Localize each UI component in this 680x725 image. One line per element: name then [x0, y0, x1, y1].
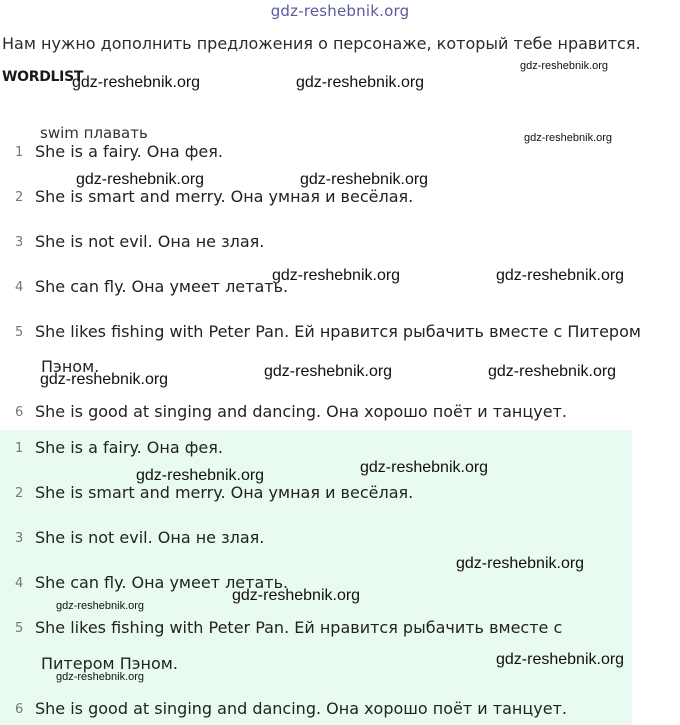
watermark: gdz-reshebnik.org [56, 671, 145, 683]
list-item-text-continued: Пэном. [41, 357, 100, 376]
watermark: gdz-reshebnik.org [76, 171, 205, 188]
list-item-text: She can fly. Она умеет летать. [35, 573, 289, 592]
list-item-text: She likes fishing with Peter Pan. Ей нравится рыбачить вместе с Питером [35, 322, 641, 341]
wordlist-clipped-row: swim плавать [40, 124, 148, 142]
watermark: gdz-reshebnik.org [232, 587, 361, 604]
watermark: gdz-reshebnik.org [56, 600, 145, 612]
list-item-number: 1 [15, 145, 24, 160]
watermark: gdz-reshebnik.org [272, 267, 401, 284]
watermark: gdz-reshebnik.org [136, 467, 265, 484]
list-item-number: 4 [15, 280, 24, 295]
watermark: gdz-reshebnik.org [496, 651, 625, 668]
watermark: gdz-reshebnik.org [40, 371, 169, 388]
intro-text: Нам нужно дополнить предложения о персонаже, который тебе нравится. [2, 34, 641, 53]
list-item-number: 4 [15, 576, 24, 591]
watermark: gdz-reshebnik.org [488, 363, 617, 380]
watermark: gdz-reshebnik.org [264, 363, 393, 380]
list-item-number: 6 [15, 702, 24, 717]
list-item-text: She can fly. Она умеет летать. [35, 277, 289, 296]
list-item-text: She is a fairy. Она фея. [35, 438, 223, 457]
list-item-text: She is smart and merry. Она умная и весёлая. [35, 483, 414, 502]
list-item-number: 1 [15, 441, 24, 456]
watermark: gdz-reshebnik.org [496, 267, 625, 284]
list-item-text: She is good at singing and dancing. Она хорошо поёт и танцует. [35, 402, 567, 421]
list-item-number: 2 [15, 486, 24, 501]
list-item-text: She is a fairy. Она фея. [35, 142, 223, 161]
watermark: gdz-reshebnik.org [300, 171, 429, 188]
list-item-number: 2 [15, 190, 24, 205]
top-watermark: gdz-reshebnik.org [270, 2, 410, 20]
list-item-number: 5 [15, 621, 24, 636]
list-item-text: She is smart and merry. Она умная и весёлая. [35, 187, 414, 206]
list-item-number: 6 [15, 405, 24, 420]
watermark: gdz-reshebnik.org [360, 459, 489, 476]
list-item-number: 5 [15, 325, 24, 340]
list-item-number: 3 [15, 235, 24, 250]
wordlist-label: WORDLIST [2, 69, 84, 85]
watermark: gdz-reshebnik.org [524, 132, 613, 144]
watermark: gdz-reshebnik.org [296, 74, 425, 91]
watermark: gdz-reshebnik.org [456, 555, 585, 572]
list-item-text-continued: Питером Пэном. [41, 654, 178, 673]
list-item-number: 3 [15, 531, 24, 546]
watermark: gdz-reshebnik.org [520, 60, 609, 72]
list-item-text: She likes fishing with Peter Pan. Ей нравится рыбачить вместе с [35, 618, 563, 637]
list-item-text: She is good at singing and dancing. Она хорошо поёт и танцует. [35, 699, 567, 718]
list-item-text: She is not evil. Она не злая. [35, 232, 265, 251]
list-item-text: She is not evil. Она не злая. [35, 528, 265, 547]
watermark: gdz-reshebnik.org [72, 74, 201, 91]
